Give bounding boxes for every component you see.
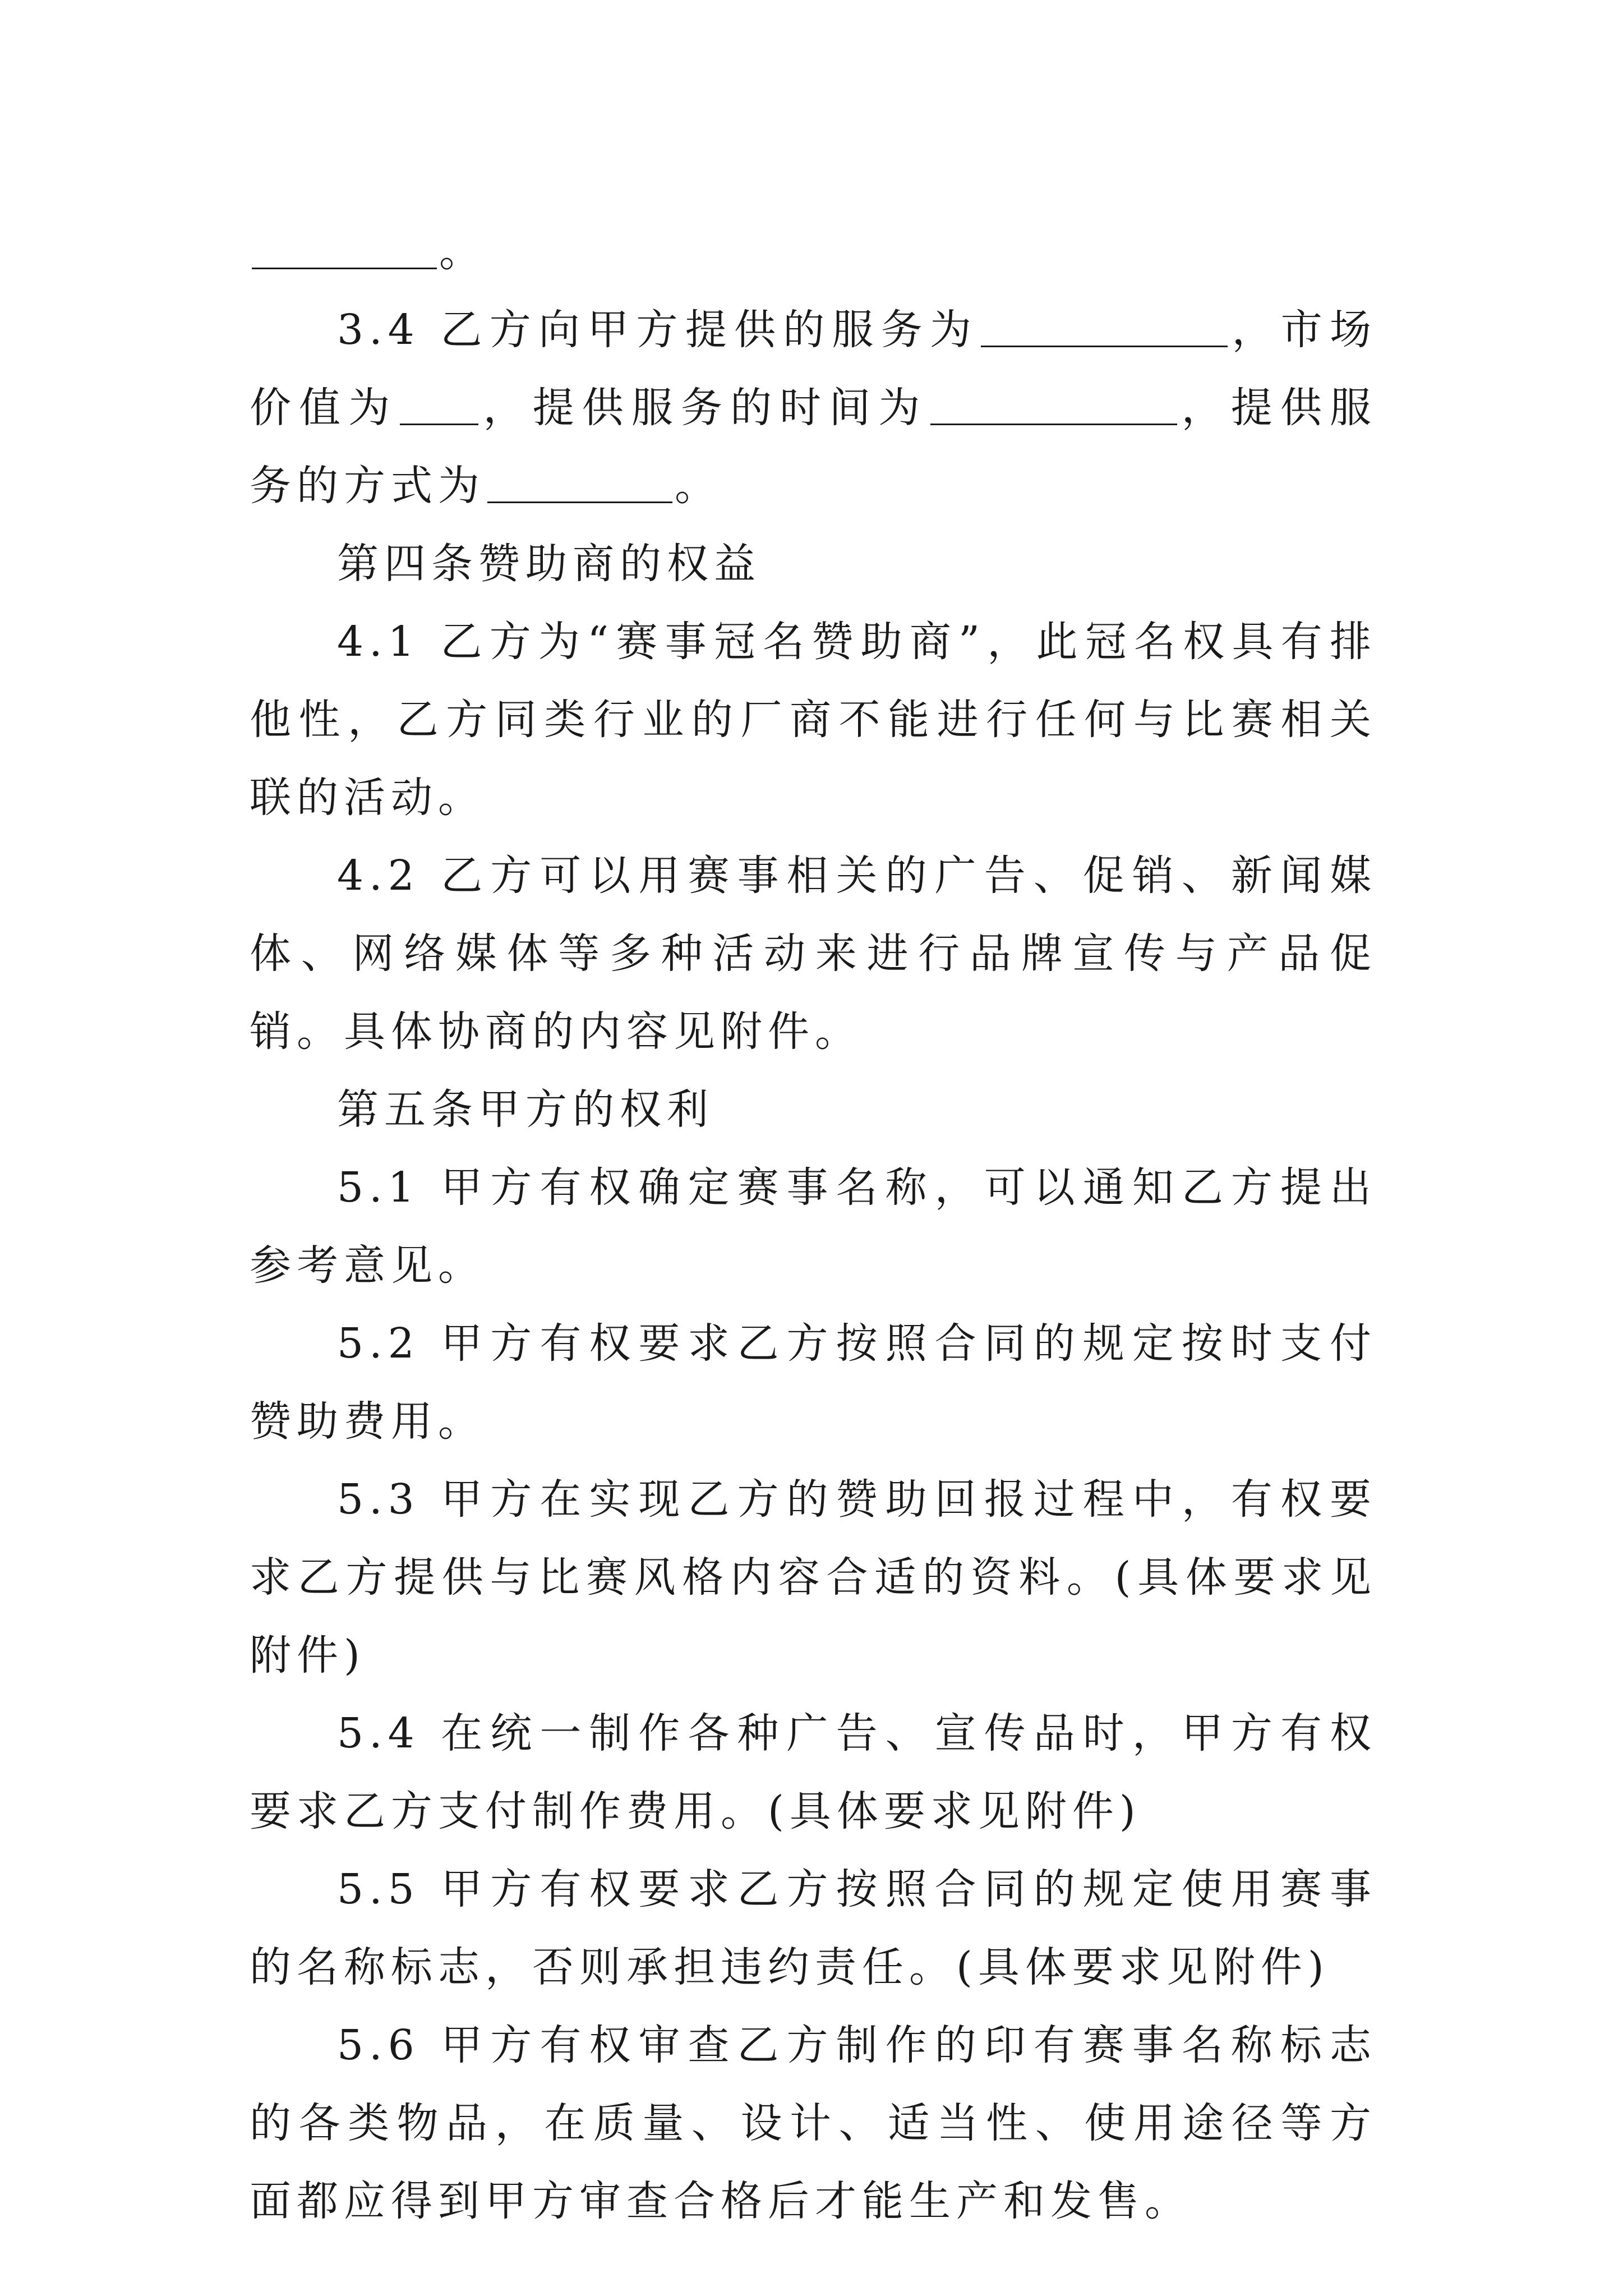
text-market-value: ，市场价值为 bbox=[250, 306, 1377, 432]
blank-service-time[interactable] bbox=[930, 390, 1177, 425]
text-service-time: ，提供服务的时间为 bbox=[481, 384, 928, 432]
blank-line[interactable] bbox=[252, 234, 437, 269]
paragraph-5-2: 5.2 甲方有权要求乙方按照合同的规定按时支付赞助费用。 bbox=[250, 1319, 1377, 1446]
paragraph-4-2: 4.2 乙方可以用赛事相关的广告、促销、新闻媒体、网络媒体等多种活动来进行品牌宣传与产品促销。具体协商的内容见附件。 bbox=[250, 852, 1377, 1056]
paragraph-5-4: 5.4 在统一制作各种广告、宣传品时，甲方有权要求乙方支付制作费用。(具体要求见附件) bbox=[250, 1709, 1377, 1835]
paragraph-5-3: 5.3 甲方在实现乙方的赞助回报过程中，有权要求乙方提供与比赛风格内容合适的资料。(具体要求见附件) bbox=[250, 1475, 1377, 1680]
paragraph-4-1: 4.1 乙方为“赛事冠名赞助商”，此冠名权具有排他性，乙方同类行业的厂商不能进行任何与比赛相关联的活动。 bbox=[250, 618, 1377, 822]
heading-article-4: 第四条赞助商的权益 bbox=[337, 540, 761, 588]
paragraph-5-5: 5.5 甲方有权要求乙方按照合同的规定使用赛事的名称标志，否则承担违约责任。(具体要求见附件) bbox=[250, 1865, 1377, 1991]
document-body bbox=[250, 213, 1377, 2240]
paragraph-continuation bbox=[250, 213, 1377, 291]
text-3-4-service: 3.4 乙方向甲方提供的服务为 bbox=[337, 306, 979, 354]
text-service-method: ，提供服务的方式为 bbox=[250, 384, 1377, 510]
paragraph-5-1: 5.1 甲方有权确定赛事名称，可以通知乙方提出参考意见。 bbox=[250, 1163, 1377, 1290]
text-period: 。 bbox=[675, 462, 722, 510]
blank-market-value[interactable] bbox=[400, 390, 478, 425]
paragraph-5-6: 5.6 甲方有权审查乙方制作的印有赛事名称标志的各类物品，在质量、设计、适当性、使用途径等方面都应得到甲方审查合格后才能生产和发售。 bbox=[250, 2021, 1377, 2225]
heading-article-5: 第五条甲方的权利 bbox=[337, 1085, 714, 1134]
paragraph-3-4 bbox=[250, 291, 1377, 525]
text-period: 。 bbox=[439, 228, 486, 276]
blank-service-method[interactable] bbox=[487, 468, 672, 503]
blank-service[interactable] bbox=[981, 312, 1228, 347]
